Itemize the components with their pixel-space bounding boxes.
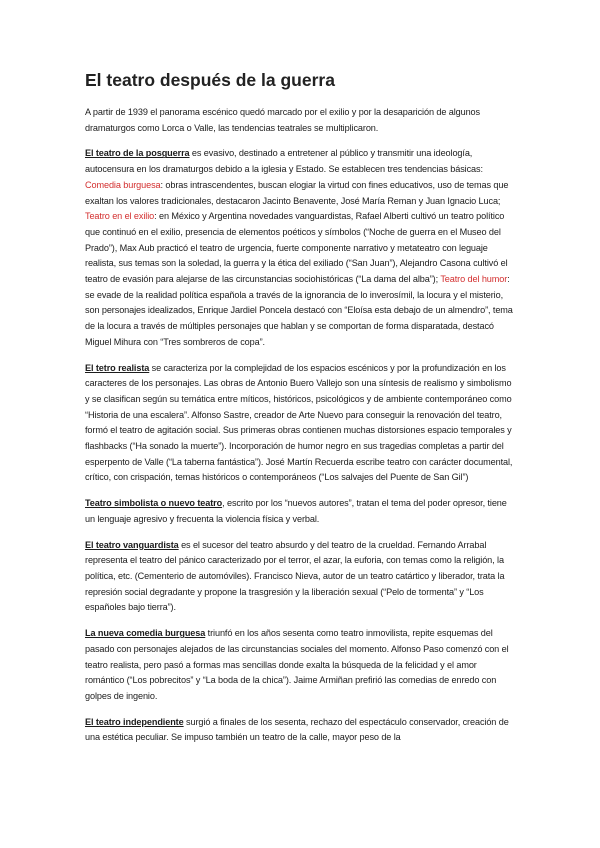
page-title: El teatro después de la guerra (85, 70, 335, 90)
paragraph-simbolista (85, 496, 517, 527)
highlight-teatro-exilio: Teatro en el exilio (85, 211, 155, 222)
highlight-teatro-humor: Teatro del humor (440, 274, 508, 285)
paragraph-comedia-burguesa (85, 626, 517, 705)
paragraph-text: : en México y Argentina novedades vanguardistas, Rafael Alberti cultivó un teatro político que continuó en el exilio, presencia de elementos poéticos y símbolos (“Noche de guerra en el Museo del Prado”), Max Aub practicó el teatro de urgencia, fuerte componente narrativo y metateatro con leguaje realista, sus temas son la soledad, la guerra y la ética del exiliado (“San Juan”), Alejandro Casona cultivó el teatro de evasión para alejarse de las circunstancias sociohistóricas (“La dama del alba”); (85, 211, 508, 285)
heading-realista: El tetro realista (85, 362, 150, 373)
paragraph-text: triunfó en los años sesenta como teatro inmovilista, repite esquemas del pasado con personajes alejados de las circunstancias sociales del momento. Alfonso Paso comenzó con el teatro realista, pero pasó a formas mas sencillas donde exalta la búsqueda de la felicidad y el amor romántico (“Los pobrecitos” y “La boda de la chica”). Jaime Armiñan prefirió las comedias de enredo con golpes de ingenio. (85, 628, 509, 701)
highlight-comedia-burguesa: Comedia burguesa (85, 179, 161, 190)
heading-comedia-burguesa: La nueva comedia burguesa (85, 628, 206, 639)
heading-vanguardista: El teatro vanguardista (85, 539, 179, 550)
paragraph-text: : se evade de la realidad política española a través de la ignorancia de lo inverosímil, la locura y el misterio, son personajes idealizados, Enrique Jardiel Poncela destacó con “Eloísa esta debajo de un almendro”, tema de la locura a través de múltiples personajes que hablan y se comportan de forma disparatada, destacó Miguel Mihura con “Tres sombreros de copa”. (85, 274, 513, 347)
paragraph-text: , escrito por los “nuevos autores”, tratan el tema del poder opresor, tiene un lenguaje agresivo y frecuenta la violencia física y verbal. (85, 498, 507, 524)
paragraph-realista (85, 361, 517, 487)
paragraph-independiente (85, 715, 517, 746)
paragraph-text: se caracteriza por la complejidad de los espacios escénicos y por la profundización en los caracteres de los personajes. Las obras de Antonio Buero Vallejo son una síntesis de realismo y simbolismo y se clasifican según su temática entre míticos, históricos, psicológicos y de ambiente contemporáneo como “Historia de una escalera”. Alfonso Sastre, creador de Arte Nuevo para conseguir la renovación del teatro, formó el teatro de agitación social. Sus primeras obras contienen muchas distorsiones espacio temporales y flashbacks (“Ha sonado la muerte”). Incorporación de humor negro en sus tragedias completas a partir del esperpento de Valle (“La taberna fantástica”). José Martín Recuerda escribe teatro con carácter documental, crítico, con crispación, temas históricos o contemporáneos (“Los salvajes del Puente de San Gil”) (85, 362, 513, 483)
paragraph-text: : obras intrascendentes, buscan elogiar la virtud con fines educativos, uso de temas que exaltan los valores tradicionales, destacaron Jacinto Benavente, José María Reman y Juan Ignacio Luca; (85, 179, 509, 206)
heading-posguerra: El teatro de la posguerra (85, 148, 190, 159)
paragraph-posguerra (85, 146, 517, 350)
heading-independiente: El teatro independiente (85, 716, 184, 727)
document-body (85, 68, 517, 756)
intro-paragraph: A partir de 1939 el panorama escénico quedó marcado por el exilio y por la desaparición de algunos dramaturgos como Lorca o Valle, las tendencias teatrales se multiplicaron. (85, 107, 480, 133)
paragraph-vanguardista (85, 538, 517, 617)
paragraph-text: es el sucesor del teatro absurdo y del teatro de la crueldad. Fernando Arrabal representa el teatro del pánico caracterizado por el terror, el azar, la euforia, con temas como la religión, la política, etc. (Cementerio de automóviles). Francisco Nieva, autor de un teatro catártico y liberador, trata la represión social degradante y propone la trasgresión y la liberación sexual (“Pelo de tormenta” y “Los españoles bajo tierra”). (85, 539, 505, 613)
paragraph-text: es evasivo, destinado a entretener al público y transmitir una ideología, autocensura en los dramaturgos debido a la iglesia y Estado. Se establecen tres tendencias básicas: (85, 148, 483, 175)
heading-simbolista: Teatro simbolista o nuevo teatro (85, 498, 223, 509)
paragraph-text: surgió a finales de los sesenta, rechazo del espectáculo conservador, creación de una estética peculiar. Se impuso también un teatro de la calle, mayor peso de la (85, 716, 509, 743)
